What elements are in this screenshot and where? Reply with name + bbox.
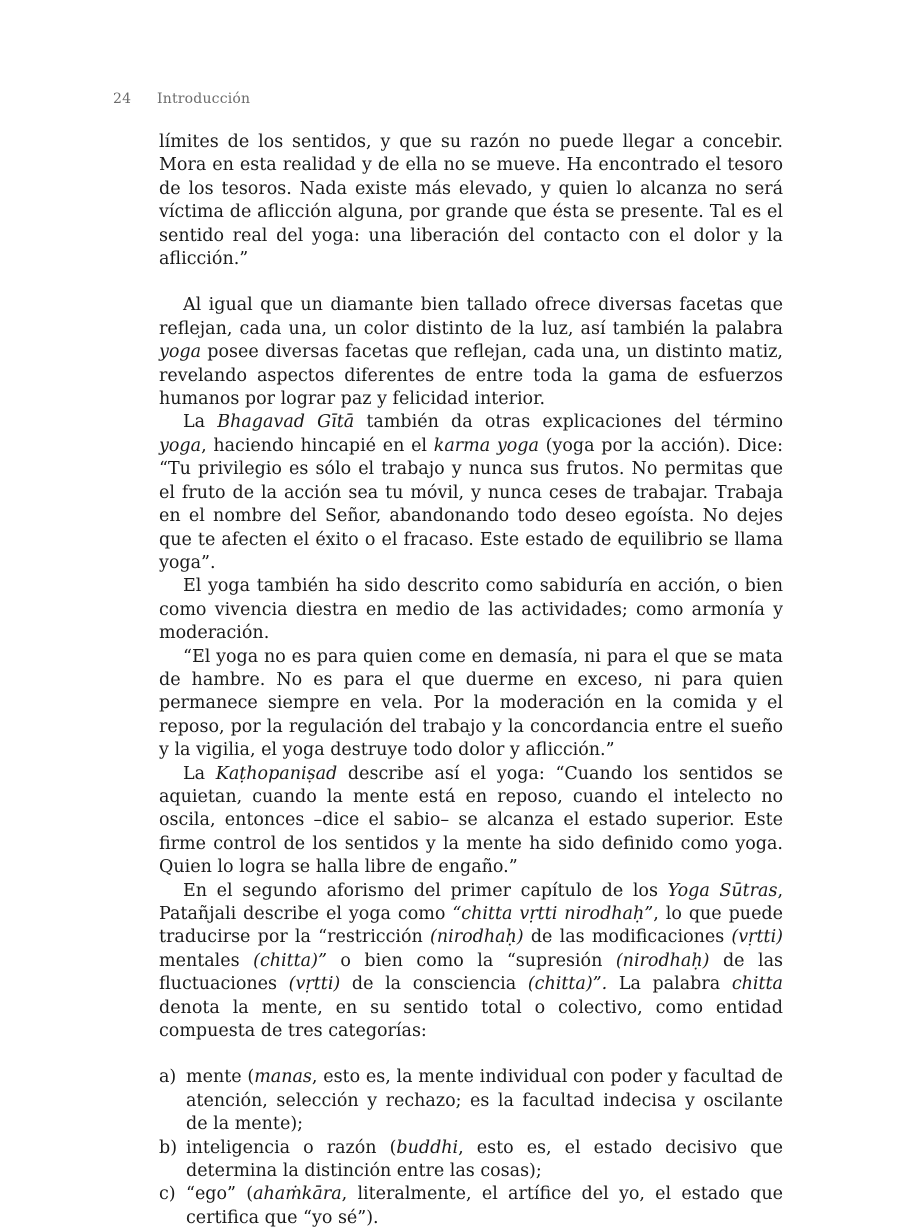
- list-marker: b): [159, 1137, 178, 1158]
- body-text: [159, 131, 783, 1230]
- list-item: b) inteligencia o razón (buddhi, esto es, el estado decisivo que determina la distinción entre las cosas);: [159, 1137, 783, 1182]
- page-number: 24: [113, 91, 132, 107]
- paragraph-yoga-sutras: En el segundo aforismo del primer capítulo de los Yoga Sūtras, Patañjali describe el yoga como “chitta vṛtti nirodhaḥ”, lo que puede traducirse por la “restricción (nirodhaḥ) de las modificaciones (vṛtti) mentales (chitta)” o bien como la “supresión (nirodhaḥ) de las fluctuaciones (vṛtti) de la consciencia (chitta)”. La palabra chitta denota la mente, en su sentido total o colectivo, como entidad compuesta de tres categorías:: [159, 880, 784, 1042]
- list-marker: c): [159, 1184, 176, 1205]
- paragraph-wisdom-in-action: El yoga también ha sido descrito como sabiduría en acción, o bien como vivencia diestra en medio de las actividades; como armonía y moderación.: [159, 576, 783, 644]
- list-item: a) mente (manas, esto es, la mente individual con poder y facultad de atención, selección y rechazo; es la facultad indecisa y oscilante de la mente);: [159, 1067, 783, 1135]
- paragraph-bhagavad-gita: La Bhagavad Gītā también da otras explicaciones del término yoga, haciendo hincapié en el karma yoga (yoga por la acción). Dice: “Tu privilegio es sólo el trabajo y nunca sus frutos. No permitas que el fruto de la acción sea tu móvil, y nunca ceses de trabajar. Trabaja en el nombre del Señor, abandonando todo deseo egoísta. No dejes que te afecten el éxito o el fracaso. Este estado de equilibrio se llama yoga”.: [159, 412, 784, 573]
- running-head: [113, 91, 250, 107]
- list-item: c) “ego” (ahaṁkāra, literalmente, el artífice del yo, el estado que certifica que “yo sé”).: [159, 1184, 783, 1228]
- paragraph-diamond: Al igual que un diamante bien tallado ofrece diversas facetas que reflejan, cada una, un color distinto de la luz, así también la palabra yoga posee diversas facetas que reflejan, cada una, un distinto matiz, revelando aspectos diferentes de entre toda la gama de esfuerzos humanos por lograr paz y felicidad interior.: [159, 295, 783, 410]
- paragraph-moderation-quote: “El yoga no es para quien come en demasía, ni para el que se mata de hambre. No es para el que duerme en exceso, ni para quien permanece siempre en vela. Por la moderación en la comida y el reposo, por la regulación del trabajo y la concordancia entre el sueño y la vigilia, el yoga destruye todo dolor y aflicción.”: [159, 646, 783, 761]
- list-marker: a): [159, 1067, 177, 1088]
- section-title: Introducción: [157, 91, 251, 107]
- quote-paragraph: límites de los sentidos, y que su razón no puede llegar a concebir. Mora en esta realidad y de ella no se mueve. Ha encontrado el tesoro de los tesoros. Nada existe más elevado, y quien lo alcanza no será víctima de aflicción alguna, por grande que ésta se presente. Tal es el sentido real del yoga: una liberación del contacto con el dolor y la aflicción.”: [159, 132, 783, 270]
- categories-list: [159, 1066, 783, 1230]
- paragraph-kathopanisad: La Kaṭhopaniṣad describe así el yoga: “Cuando los sentidos se aquietan, cuando la mente está en reposo, cuando el intelecto no oscila, entonces –dice el sabio– se alcanza el estado superior. Este firme control de los sentidos y la mente ha sido definido como yoga. Quien lo logra se halla libre de engaño.”: [159, 763, 783, 878]
